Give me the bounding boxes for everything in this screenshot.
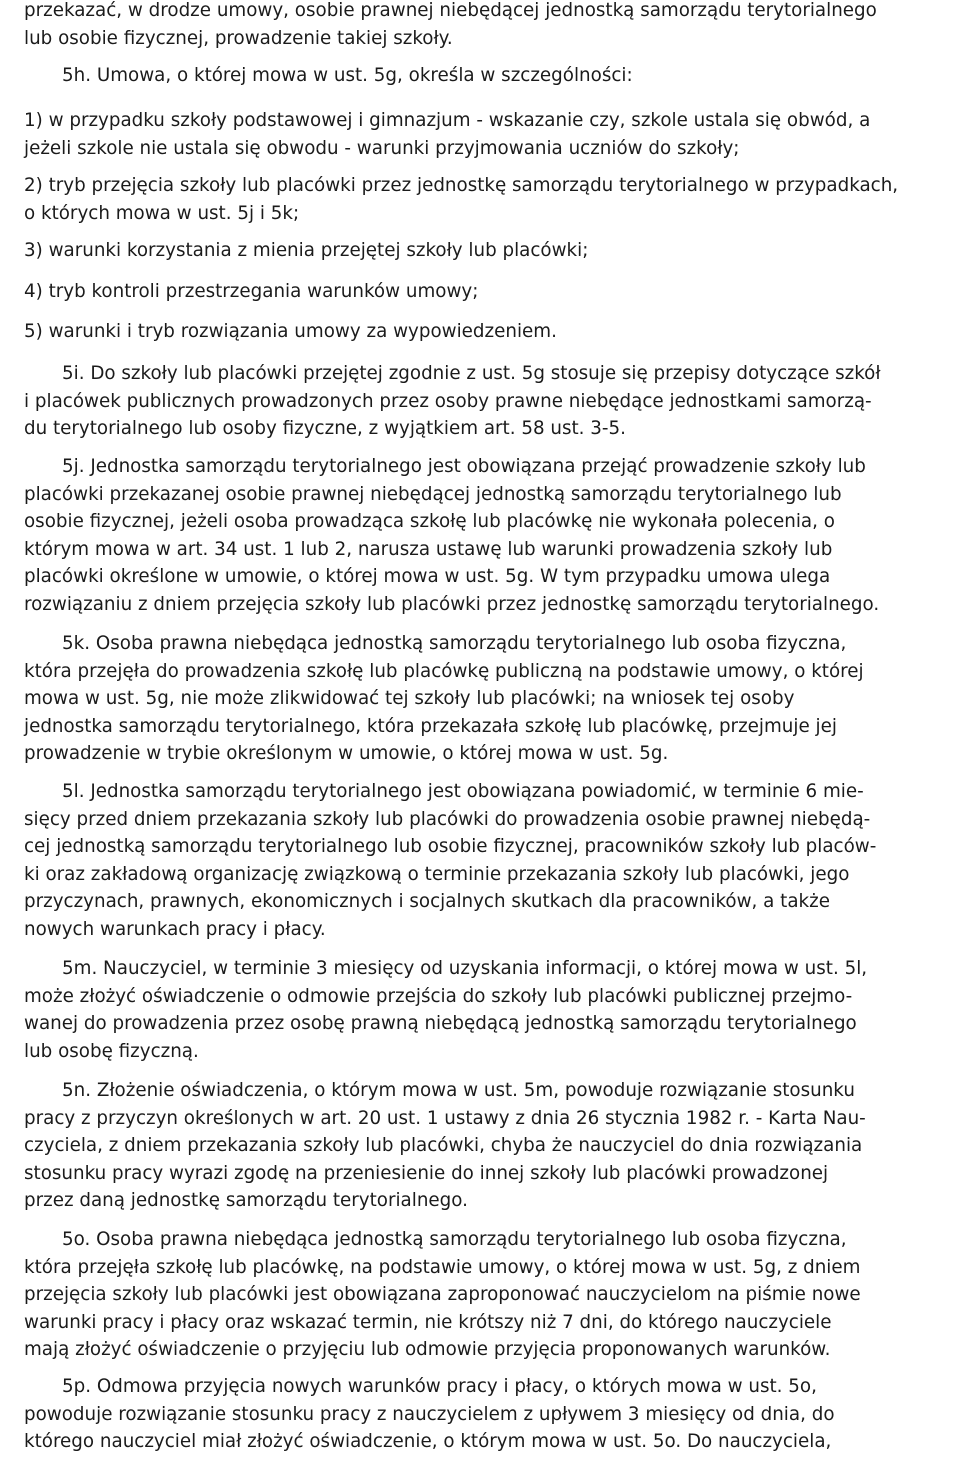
paragraph-5o <box>24 1226 861 1364</box>
text-line: przekazać, w drodze umowy, osobie prawnej niebędącej jednostką samorządu terytorialnego <box>24 0 877 21</box>
text-line: 5l. Jednostka samorządu terytorialnego jest obowiązana powiadomić, w terminie 6 mie- <box>62 781 864 802</box>
text-line: 5i. Do szkoły lub placówki przejętej zgodnie z ust. 5g stosuje się przepisy dotyczące szkół <box>62 363 881 384</box>
text-line: przez daną jednostkę samorządu terytorialnego. <box>24 1190 468 1212</box>
paragraph-5n <box>24 1077 866 1215</box>
text-line: 5m. Nauczyciel, w terminie 3 miesięcy od uzyskania informacji, o której mowa w ust. 5l, <box>62 958 868 979</box>
text-line: stosunku pracy wyrazi zgodę na przeniesienie do innej szkoły lub placówki prowadzonej <box>24 1162 829 1184</box>
paragraph-5j <box>24 453 879 619</box>
list-item-4 <box>24 278 478 306</box>
list-item-5 <box>24 318 557 346</box>
list-item-1 <box>24 107 870 162</box>
paragraph-5m <box>24 955 867 1065</box>
text-line: która przejęła szkołę lub placówkę, na podstawie umowy, o której mowa w ust. 5g, z dniem <box>24 1256 861 1278</box>
text-line: prowadzenie w trybie określonym w umowie, o której mowa w ust. 5g. <box>24 743 669 765</box>
text-line: o których mowa w ust. 5j i 5k; <box>24 202 300 224</box>
text-line: placówki określone w umowie, o której mowa w ust. 5g. W tym przypadku umowa ulega <box>24 566 831 588</box>
paragraph-5k <box>24 630 864 768</box>
text-line: ki oraz zakładową organizację związkową o terminie przekazania szkoły lub placówki, jego <box>24 863 850 885</box>
text-line: mowa w ust. 5g, nie może zlikwidować tej szkoły lub placówki; na wniosek tej osoby <box>24 688 795 710</box>
text-line: cej jednostką samorządu terytorialnego lub osobie fizycznej, pracowników szkoły lub placów- <box>24 836 877 858</box>
list-item-2 <box>24 172 898 227</box>
text-line: czyciela, z dniem przekazania szkoły lub placówki, chyba że nauczyciel do dnia rozwiązania <box>24 1135 863 1157</box>
text-line: 5k. Osoba prawna niebędąca jednostką samorządu terytorialnego lub osoba fizyczna, <box>62 633 847 654</box>
text-line: 2) tryb przejęcia szkoły lub placówki przez jednostkę samorządu terytorialnego w przypadkach, <box>24 175 899 196</box>
text-line: przejęcia szkoły lub placówki jest obowiązana zaproponować nauczycielom na piśmie nowe <box>24 1284 861 1306</box>
paragraph-5l <box>24 778 876 944</box>
paragraph-5p <box>24 1373 835 1456</box>
text-line: wanej do prowadzenia przez osobę prawną niebędącą jednostką samorządu terytorialnego <box>24 1013 857 1035</box>
paragraph-5h <box>62 62 633 90</box>
text-line: 1) w przypadku szkoły podstawowej i gimnazjum - wskazanie czy, szkole ustala się obwód, a <box>24 110 871 131</box>
text-line: osobie fizycznej, jeżeli osoba prowadząca szkołę lub placówkę nie wykonała polecenia, o <box>24 511 835 533</box>
text-line: 5j. Jednostka samorządu terytorialnego jest obowiązana przejąć prowadzenie szkoły lub <box>62 456 866 477</box>
text-line: mają złożyć oświadczenie o przyjęciu lub odmowie przyjęcia proponowanych warunków. <box>24 1339 831 1361</box>
text-line: lub osobę fizyczną. <box>24 1040 199 1062</box>
text-line: jeżeli szkole nie ustala się obwodu - warunki przyjmowania uczniów do szkoły; <box>24 137 740 159</box>
text-line: 5h. Umowa, o której mowa w ust. 5g, określa w szczególności: <box>62 65 633 86</box>
text-line: 5p. Odmowa przyjęcia nowych warunków pracy i płacy, o których mowa w ust. 5o, <box>62 1376 817 1397</box>
text-line: i placówek publicznych prowadzonych przez osoby prawne niebędące jednostkami samorzą- <box>24 390 872 412</box>
text-line: przyczynach, prawnych, ekonomicznych i socjalnych skutkach dla pracowników, a także <box>24 891 830 913</box>
text-line: powoduje rozwiązanie stosunku pracy z nauczycielem z upływem 3 miesięcy od dnia, do <box>24 1403 835 1425</box>
text-line: rozwiązaniu z dniem przejęcia szkoły lub placówki przez jednostkę samorządu terytorialnego. <box>24 593 880 615</box>
text-line: która przejęła do prowadzenia szkołę lub placówkę publiczną na podstawie umowy, o której <box>24 660 864 682</box>
text-line: jednostka samorządu terytorialnego, która przekazała szkołę lub placówkę, przejmuje jej <box>24 715 837 737</box>
text-line: 5) warunki i tryb rozwiązania umowy za wypowiedzeniem. <box>24 321 557 342</box>
text-line: du terytorialnego lub osoby fizyczne, z wyjątkiem art. 58 ust. 3-5. <box>24 418 626 440</box>
text-line: może złożyć oświadczenie o odmowie przejścia do szkoły lub placówki publicznej przejmo- <box>24 985 853 1007</box>
text-line: 3) warunki korzystania z mienia przejętej szkoły lub placówki; <box>24 240 589 261</box>
text-line: 4) tryb kontroli przestrzegania warunków umowy; <box>24 281 479 302</box>
list-item-3 <box>24 237 588 265</box>
text-line: nowych warunkach pracy i płacy. <box>24 918 326 940</box>
text-line: warunki pracy i płacy oraz wskazać termin, nie krótszy niż 7 dni, do którego nauczyciele <box>24 1311 832 1333</box>
text-line: placówki przekazanej osobie prawnej niebędącej jednostką samorządu terytorialnego lub <box>24 483 842 505</box>
text-line: pracy z przyczyn określonych w art. 20 ust. 1 ustawy z dnia 26 stycznia 1982 r. - Karta Nau- <box>24 1107 866 1129</box>
text-line: 5o. Osoba prawna niebędąca jednostką samorządu terytorialnego lub osoba fizyczna, <box>62 1229 847 1250</box>
text-line: lub osobie fizycznej, prowadzenie takiej szkoły. <box>24 27 453 49</box>
text-line: którego nauczyciel miał złożyć oświadczenie, o którym mowa w ust. 5o. Do nauczyciela, <box>24 1431 832 1453</box>
paragraph-5i <box>24 360 881 443</box>
paragraph-continuation <box>24 0 877 52</box>
text-line: sięcy przed dniem przekazania szkoły lub placówki do prowadzenia osobie prawnej niebędą- <box>24 808 871 830</box>
text-line: 5n. Złożenie oświadczenia, o którym mowa w ust. 5m, powoduje rozwiązanie stosunku <box>62 1080 855 1101</box>
text-line: którym mowa w art. 34 ust. 1 lub 2, narusza ustawę lub warunki prowadzenia szkoły lub <box>24 538 833 560</box>
